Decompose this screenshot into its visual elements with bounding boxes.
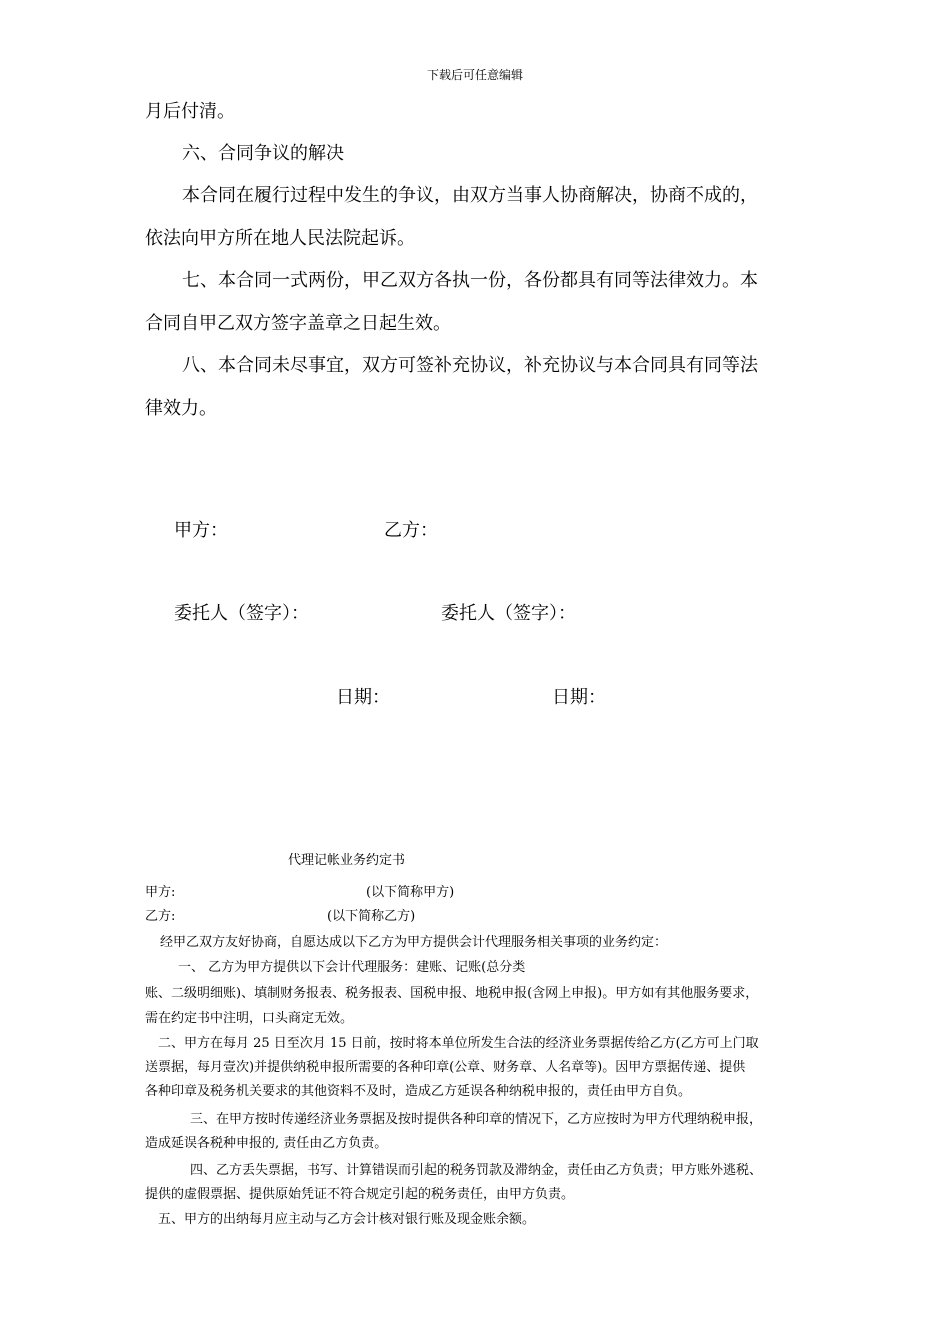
- agreement-line: 二、甲方在每月 25 日至次月 15 日前，按时将本单位所发生合法的经济业务票据传给乙方(乙方可上门取: [158, 1036, 759, 1051]
- agreement-line: 需在约定书中注明，口头商定无效。: [145, 1011, 354, 1026]
- agreement-title: 代理记帐业务约定书: [288, 853, 406, 868]
- party-a-signature-label: 甲方：: [174, 520, 228, 541]
- agreement-line: 经甲乙双方友好协商，自愿达成以下乙方为甲方提供会计代理服务相关事项的业务约定：: [160, 935, 668, 950]
- party-b-label: 乙方:: [145, 909, 176, 924]
- paragraph-line: 八、本合同未尽事宜，双方可签补充协议，补充协议与本合同具有同等法: [182, 355, 758, 376]
- party-a-delegate-label: 委托人（签字）：: [174, 603, 309, 624]
- party-a-date-label: 日期：: [336, 687, 390, 708]
- party-b-delegate-label: 委托人（签字）：: [441, 603, 576, 624]
- agreement-line: 四、乙方丢失票据，书写、计算错误而引起的税务罚款及滞纳金，责任由乙方负责；甲方账外逃税、: [190, 1163, 763, 1178]
- page-header: 下载后可任意编辑: [426, 68, 523, 82]
- agreement-line: 五、甲方的出纳每月应主动与乙方会计核对银行账及现金账余额。: [158, 1212, 536, 1227]
- party-a-label: 甲方:: [145, 885, 176, 900]
- party-a-note: (以下简称甲方): [366, 885, 455, 900]
- agreement-line: 一、 乙方为甲方提供以下会计代理服务：建账、记账(总分类: [178, 960, 526, 975]
- paragraph-line: 合同自甲乙双方签字盖章之日起生效。: [145, 313, 451, 334]
- agreement-line: 账、二级明细账)、填制财务报表、税务报表、国税申报、地税申报(含网上申报)。甲方如有其他服务要求，: [145, 986, 759, 1001]
- paragraph-line: 依法向甲方所在地人民法院起诉。: [145, 228, 415, 249]
- agreement-line: 三、在甲方按时传递经济业务票据及按时提供各种印章的情况下，乙方应按时为甲方代理纳税申报，: [190, 1112, 763, 1127]
- agreement-line: 提供的虚假票据、提供原始凭证不符合规定引起的税务责任，由甲方负责。: [145, 1187, 575, 1202]
- party-b-signature-label: 乙方：: [384, 520, 438, 541]
- paragraph-line: 七、本合同一式两份，甲乙双方各执一份，各份都具有同等法律效力。本: [182, 270, 758, 291]
- paragraph-line: 月后付清。: [145, 101, 235, 122]
- agreement-line: 各种印章及税务机关要求的其他资料不及时，造成乙方延误各种纳税申报的，责任由甲方自负。: [145, 1084, 692, 1099]
- party-b-note: (以下简称乙方): [327, 909, 416, 924]
- agreement-line: 造成延误各税种申报的, 责任由乙方负责。: [145, 1136, 388, 1151]
- party-b-date-label: 日期：: [552, 687, 606, 708]
- paragraph-line: 本合同在履行过程中发生的争议，由双方当事人协商解决，协商不成的，: [182, 185, 758, 206]
- agreement-line: 送票据，每月壹次)并提供纳税申报所需要的各种印章(公章、财务章、人名章等)。因甲方票据传递、提供: [145, 1060, 746, 1075]
- paragraph-line: 律效力。: [145, 398, 217, 419]
- section-heading: 六、合同争议的解决: [182, 143, 344, 164]
